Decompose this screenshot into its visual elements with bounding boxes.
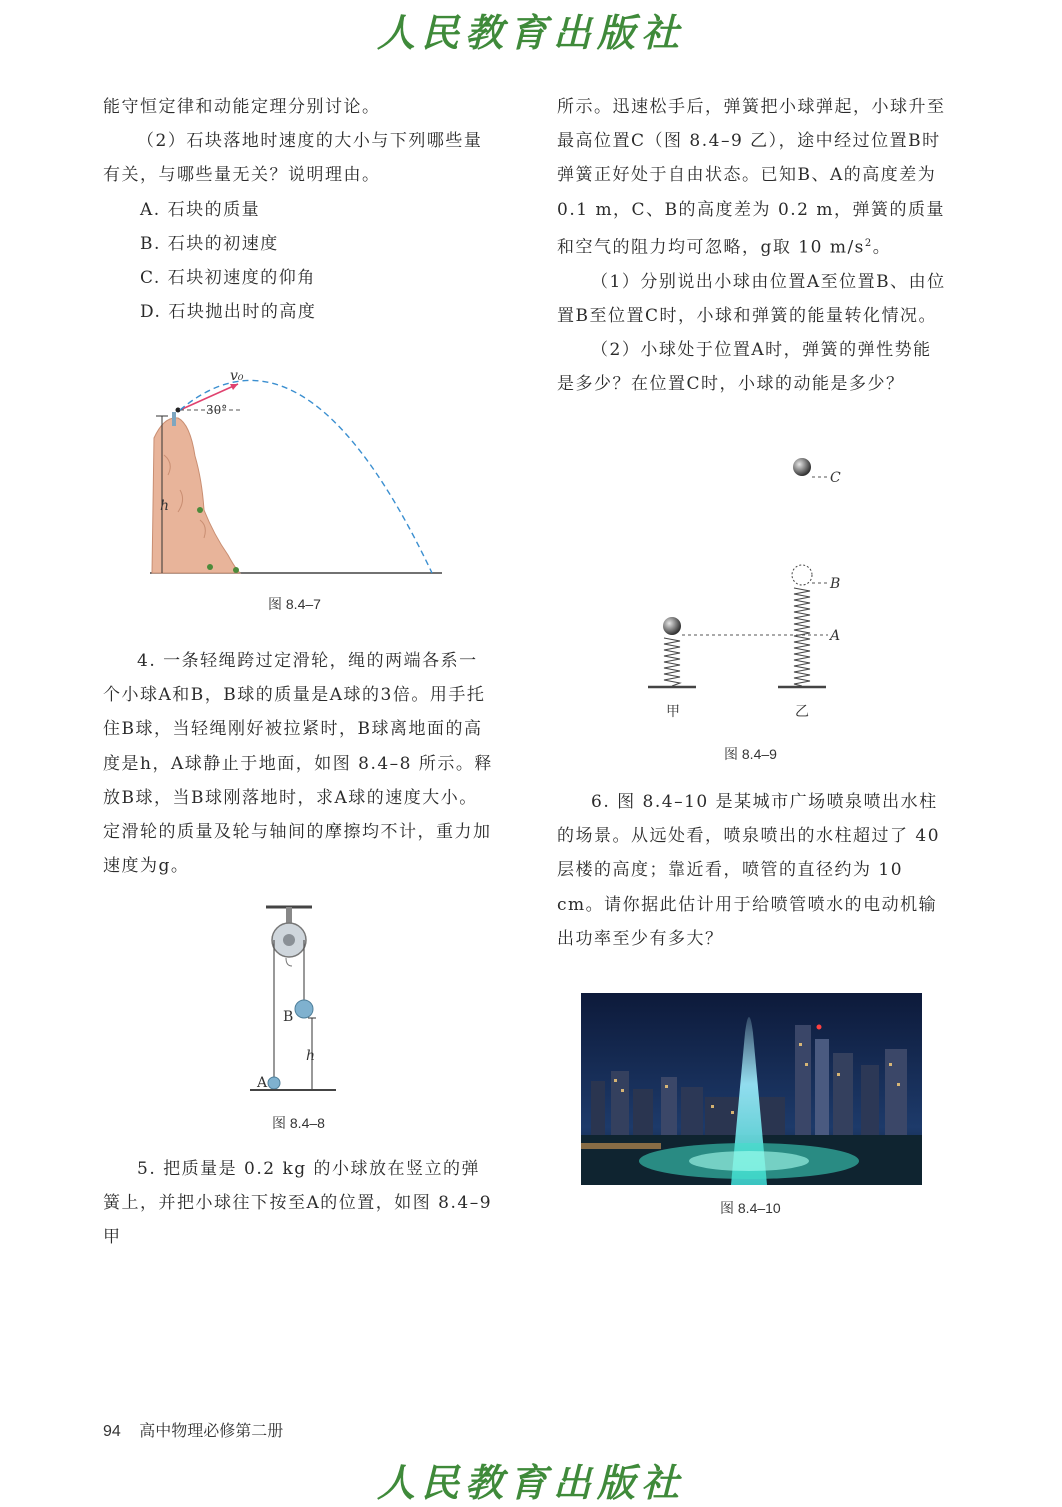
problem-6-block <box>557 785 947 956</box>
fig7-h-label: h <box>160 498 170 514</box>
left-column <box>103 90 495 329</box>
fig8-h-label: h <box>306 1048 316 1064</box>
figure-8-4-9-caption: 图 8.4–9 <box>724 746 777 762</box>
publisher-watermark-top: 人民教育出版社 <box>376 10 685 55</box>
figure-8-4-10-photo <box>581 993 922 1185</box>
problem-4: 4. 一条轻绳跨过定滑轮，绳的两端各系一个小球A和B，B球的质量是A球的3倍。用手托住B球，当轻绳刚好被拉紧时，B球离地面的高度是h，A球静止于地面，如图 8.4–8 所示。释放B球，当B球刚落地时，求A球的速度大小。定滑轮的质量及轮与轴间的摩擦均不计，重力加速度为g。 <box>103 651 493 877</box>
page-number: 94 <box>103 1423 121 1440</box>
problem-5-start: 5. 把质量是 0.2 kg 的小球放在竖立的弹簧上，并把小球往下按至A的位置，如图 8.4–9 甲 <box>103 1159 493 1248</box>
question-2: （2）石块落地时速度的大小与下列哪些量有关，与哪些量无关？说明理由。 <box>103 131 483 186</box>
fig8-b-label: B <box>283 1009 294 1025</box>
option-b: B. 石块的初速度 <box>140 233 279 254</box>
fig9-a-label: A <box>830 628 841 644</box>
problem-5-continuation: 所示。迅速松手后，弹簧把小球弹起，小球升至最高位置C（图 8.4–9 乙），途中经过位置B时弹簧正好处于自由状态。已知B、A的高度差为 0.1 m，C、B的高度差为 0.2 m，弹簧的质量和空气的阻力均可忽略，g取 10 $m/s^2$。 <box>557 97 946 258</box>
option-c: C. 石块初速度的仰角 <box>140 268 316 289</box>
page-footer <box>103 1418 283 1441</box>
fig8-a-label: A <box>257 1075 268 1091</box>
problem-4-block <box>103 644 495 883</box>
right-column <box>557 90 947 401</box>
fig9-yi-label: 乙 <box>795 704 809 720</box>
fig9-jia-label: 甲 <box>666 704 680 720</box>
figure-8-4-8-caption: 图 8.4–8 <box>272 1115 325 1131</box>
figure-8-4-7 <box>140 360 460 585</box>
figure-8-4-7-caption: 图 8.4–7 <box>268 596 321 612</box>
option-d: D. 石块抛出时的高度 <box>140 302 317 323</box>
problem-5-block <box>103 1152 495 1255</box>
fig9-b-label: B <box>830 576 841 592</box>
paragraph-continuation: 能守恒定律和动能定理分别讨论。 <box>103 97 381 117</box>
problem-5-question-2: （2）小球处于位置A时，弹簧的弹性势能是多少？在位置C时，小球的动能是多少？ <box>557 340 932 395</box>
fig7-v0-label: v₀ <box>230 368 244 384</box>
figure-8-4-9 <box>640 450 860 730</box>
problem-5-question-1: （1）分别说出小球由位置A至位置B、由位置B至位置C时，小球和弹簧的能量转化情况。 <box>557 271 946 326</box>
option-a: A. 石块的质量 <box>140 199 261 220</box>
book-title: 高中物理必修第二册 <box>139 1423 284 1440</box>
problem-6: 6. 图 8.4–10 是某城市广场喷泉喷出水柱的场景。从远处看，喷泉喷出的水柱超过了 40 层楼的高度；靠近看，喷管的直径约为 10 cm。请你据此估计用于给喷管喷水的电动机输出功率至少有多大？ <box>557 792 941 949</box>
publisher-watermark-bottom: 人民教育出版社 <box>376 1460 685 1505</box>
fig9-c-label: C <box>830 470 841 486</box>
figure-8-4-10-caption: 图 8.4–10 <box>720 1200 781 1216</box>
figure-8-4-8 <box>248 903 343 1095</box>
fig7-angle-label: 30° <box>206 403 228 417</box>
